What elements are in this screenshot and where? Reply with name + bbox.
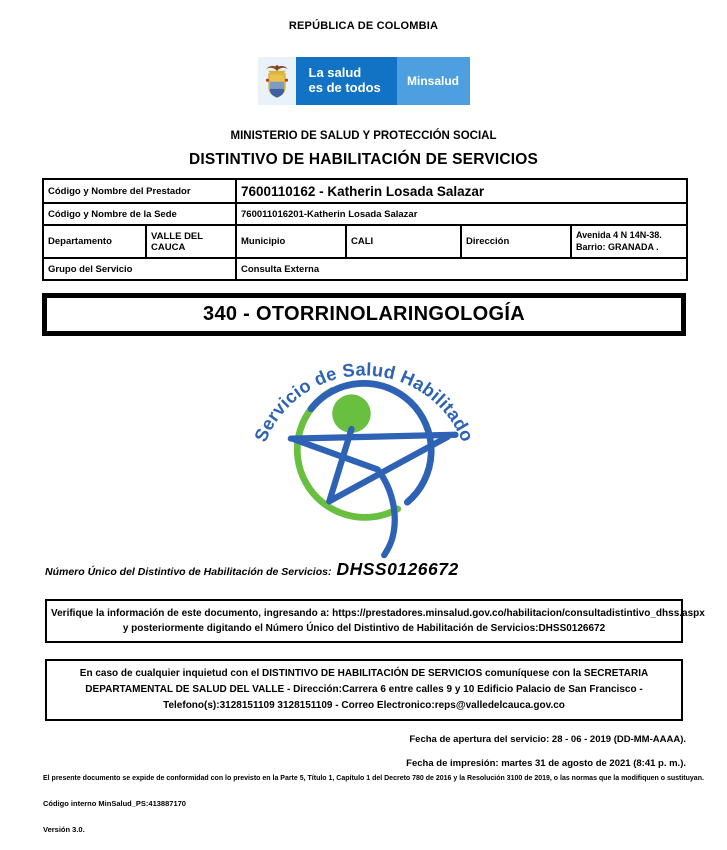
unique-number-row — [45, 559, 727, 580]
minsalud-logo — [0, 57, 727, 105]
logo-slogan — [296, 57, 397, 105]
table-row-grupo — [43, 258, 687, 280]
republic-heading: REPÚBLICA DE COLOMBIA — [288, 20, 439, 32]
departamento-label: Departamento — [43, 225, 146, 258]
provider-info-table — [42, 178, 688, 281]
logo-slogan-line2: es de todos — [308, 80, 381, 95]
page-title: DISTINTIVO DE HABILITACIÓN DE SERVICIOS — [188, 151, 539, 168]
seal-blue-ring — [311, 383, 431, 502]
prestador-value: 7600110162 - Katherin Losada Salazar — [236, 179, 687, 203]
service-banner-text: 340 - OTORRINOLARINGOLOGÍA — [203, 303, 525, 325]
unique-number-label: Número Único del Distintivo de Habilitación de Servicios: — [45, 566, 332, 578]
habilitado-seal — [0, 352, 727, 559]
print-date: Fecha de impresión: martes 31 de agosto de 2021 (8:41 p. m.). — [406, 758, 686, 769]
verify-line-2: y posteriormente digitando el Número Único del Distintivo de Habilitación de Servicios:DHSS0126672 — [122, 623, 606, 634]
direccion-label: Dirección — [461, 225, 571, 258]
sede-value: 760011016201-Katherin Losada Salazar — [236, 203, 687, 225]
legal-disclaimer: El presente documento se expide de conformidad con lo previsto en la Parte 5, Título 1, Capítulo 1 del Decreto 780 de 2016 y la Resolución 3100 de 2019, o las normas que la modifiquen o sustituyan. — [43, 775, 704, 782]
opening-date: Fecha de apertura del servicio: 28 - 06 - 2019 (DD-MM-AAAA). — [409, 734, 686, 745]
sede-label: Código y Nombre de la Sede — [43, 203, 236, 225]
seal-arc-text: Servicio de Salud Habilitado — [249, 358, 478, 445]
colombia-coat-of-arms-icon — [258, 57, 296, 105]
departamento-value: VALLE DEL CAUCA — [146, 225, 236, 258]
contact-box — [45, 659, 683, 721]
internal-code: Código interno MinSalud_PS:413887170 — [43, 799, 186, 808]
grupo-label: Grupo del Servicio — [43, 258, 236, 280]
unique-number-value: DHSS0126672 — [336, 559, 459, 579]
table-row-location — [43, 225, 687, 258]
logo-slogan-line1: La salud — [308, 65, 362, 81]
grupo-value: Consulta Externa — [236, 258, 687, 280]
contact-line-3: Telefono(s):3128151109 3128151109 - Correo Electronico:reps@valledelcauca.gov.co — [163, 700, 565, 711]
habilitado-seal-icon — [246, 352, 482, 559]
municipio-value: CALI — [346, 225, 461, 258]
prestador-label: Código y Nombre del Prestador — [43, 179, 236, 203]
service-banner — [42, 293, 686, 336]
minsalud-logo-band — [258, 57, 470, 105]
municipio-label: Municipio — [236, 225, 346, 258]
contact-line-1: En caso de cualquier inquietud con el DISTINTIVO DE HABILITACIÓN DE SERVICIOS comuníquese con la SECRETARIA — [79, 668, 649, 679]
verify-box — [45, 599, 705, 643]
table-row-prestador — [43, 179, 687, 203]
contact-line-2: DEPARTAMENTAL DE SALUD DEL VALLE - Dirección:Carrera 6 entre calles 9 y 10 Edificio Palacio de San Francisco - — [85, 684, 643, 695]
table-row-sede — [43, 203, 687, 225]
ministry-heading: MINISTERIO DE SALUD Y PROTECCIÓN SOCIAL — [230, 130, 497, 142]
version-label: Versión 3.0. — [43, 825, 85, 834]
verify-line-1: Verifique la información de este documento, ingresando a: https://prestadores.minsalud.gov.co/habilitacion/consultadistintivo_dhss.aspx — [51, 608, 705, 619]
coat-of-arms-svg — [262, 59, 292, 103]
logo-brand: Minsalud — [397, 57, 470, 105]
direccion-value: Avenida 4 N 14N-38. Barrio: GRANADA . — [571, 225, 687, 258]
